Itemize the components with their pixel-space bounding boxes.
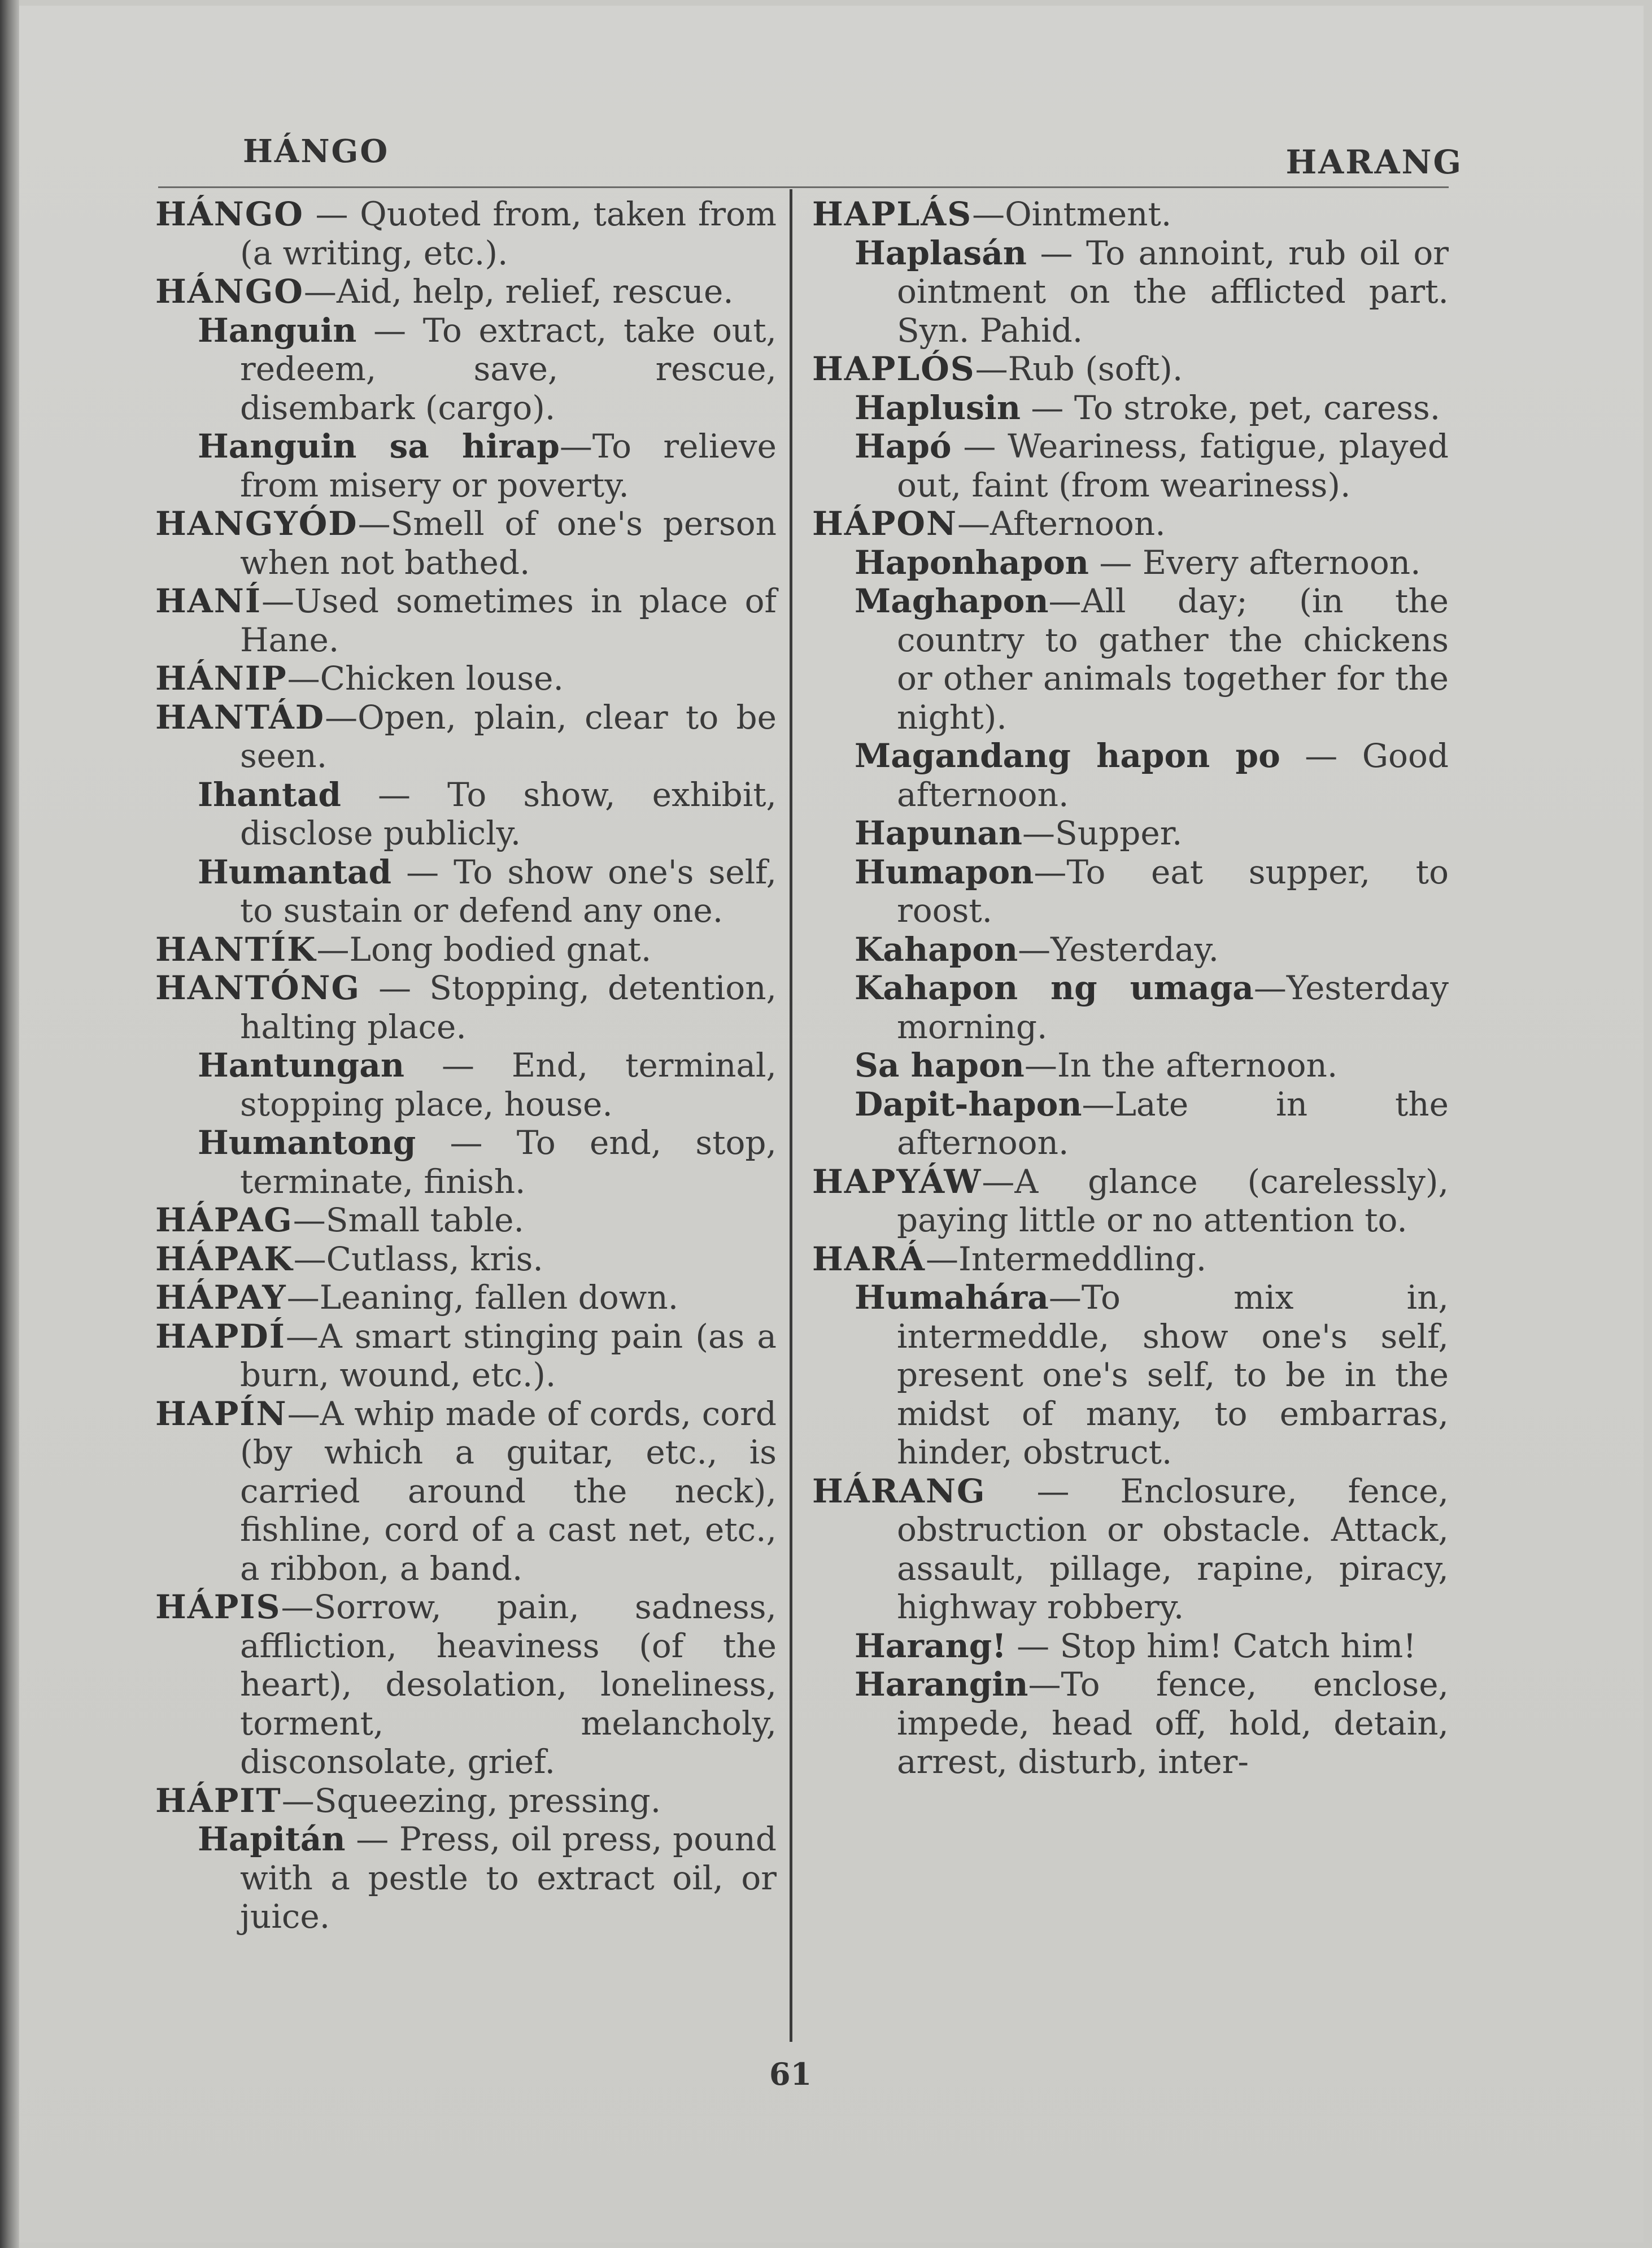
running-header: [158, 127, 1463, 181]
definition: —Ointment.: [972, 195, 1172, 233]
definition: — Weariness, fatigue, played out, faint (from weariness).: [897, 427, 1449, 504]
definition: —To relieve from misery or poverty.: [240, 427, 777, 504]
dictionary-entry: [155, 930, 777, 969]
headword: Ihantad: [198, 775, 341, 814]
dictionary-subentry: [812, 427, 1449, 504]
right-column: [812, 195, 1449, 1781]
header-left-guideword: HÁNGO: [243, 133, 390, 170]
headword: HÁPAY: [155, 1278, 287, 1317]
dictionary-subentry: [812, 1627, 1449, 1666]
dictionary-entry: [812, 1472, 1449, 1627]
definition: —Open, plain, clear to be seen.: [240, 698, 777, 775]
headword: HANTÁD: [155, 698, 325, 737]
definition: — Stop him! Catch him!: [1006, 1626, 1416, 1665]
definition: —To eat supper, to roost.: [897, 852, 1449, 930]
dictionary-entry: [155, 504, 777, 582]
headword: HAPLÓS: [812, 350, 975, 388]
headword: Sa hapon: [855, 1046, 1025, 1084]
dictionary-subentry: [812, 969, 1449, 1046]
dictionary-subentry: [812, 737, 1449, 814]
headword: Haplasán: [855, 233, 1027, 272]
headword: Hapó: [855, 427, 952, 465]
definition: —Smell of one's person when not bathed.: [240, 504, 777, 582]
dictionary-subentry: [812, 543, 1449, 582]
headword: Hapunan: [855, 814, 1023, 852]
definition: —Supper.: [1022, 814, 1183, 852]
definition: —Rub (soft).: [975, 350, 1183, 388]
headword: HAPDÍ: [155, 1317, 286, 1356]
headword: HÁPAG: [155, 1201, 293, 1239]
dictionary-entry: [155, 1240, 777, 1279]
page-number: 61: [769, 2056, 812, 2092]
definition: —Yesterday.: [1018, 930, 1219, 969]
definition: — To end, stop, terminate, finish.: [240, 1123, 777, 1201]
definition: — To stroke, pet, caress.: [1021, 388, 1441, 427]
headword: Harangin: [855, 1665, 1028, 1704]
dictionary-entry: [155, 698, 777, 776]
left-column: [155, 195, 777, 1936]
dictionary-entry: [155, 195, 777, 272]
dictionary-entry: [155, 659, 777, 698]
dictionary-subentry: [812, 234, 1449, 350]
definition: — To show, exhibit, disclose publicly.: [240, 775, 777, 852]
headword: HANGYÓD: [155, 504, 358, 543]
dictionary-subentry: [812, 389, 1449, 428]
dictionary-entry: [812, 504, 1449, 543]
dictionary-entry: [155, 969, 777, 1046]
headword: HANÍ: [155, 582, 261, 620]
dictionary-subentry: [812, 930, 1449, 969]
headword: Hantungan: [198, 1046, 404, 1084]
dictionary-subentry: [155, 776, 777, 853]
definition: — Stopping, detention, halting place.: [240, 969, 777, 1046]
dictionary-subentry: [812, 853, 1449, 930]
definition: —Aid, help, relief, rescue.: [303, 272, 734, 311]
dictionary-entry: [155, 1781, 777, 1820]
definition: — Good afternoon.: [897, 737, 1449, 814]
definition: —Long bodied gnat.: [316, 930, 652, 969]
dictionary-entry: [155, 1201, 777, 1240]
headword: HAPÍN: [155, 1394, 287, 1433]
dictionary-subentry: [812, 1046, 1449, 1085]
definition: —Leaning, fallen down.: [286, 1278, 679, 1317]
headword: Hanguin sa hirap: [198, 427, 560, 465]
definition: —Afternoon.: [957, 504, 1166, 543]
headword: Hanguin: [198, 311, 357, 350]
headword: HÁNGO: [155, 195, 304, 233]
definition: —Squeezing, pressing.: [281, 1781, 661, 1820]
dictionary-entry: [155, 1395, 777, 1588]
dictionary-entry: [155, 1588, 777, 1781]
definition: — End, terminal, stopping place, house.: [240, 1046, 777, 1123]
dictionary-entry: [812, 350, 1449, 389]
definition: —Chicken louse.: [287, 659, 564, 698]
definition: — To extract, take out, redeem, save, rescue, disembark (cargo).: [240, 311, 777, 427]
definition: — Enclosure, fence, obstruction or obstacle. Attack, assault, pillage, rapine, piracy, highway robbery.: [897, 1471, 1449, 1626]
definition: —Yesterday morning.: [897, 969, 1449, 1046]
dictionary-subentry: [812, 1278, 1449, 1472]
dictionary-subentry: [812, 582, 1449, 737]
dictionary-entry: [155, 1317, 777, 1395]
definition: —A whip made of cords, cord (by which a guitar, etc., is carried around the neck), fishline, cord of a cast net, etc., a ribbon, a band.: [240, 1394, 777, 1588]
headword: Magandang hapon po: [855, 737, 1280, 775]
dictionary-entry: [155, 1278, 777, 1317]
dictionary-entry: [155, 272, 777, 311]
definition: — Every afternoon.: [1088, 543, 1421, 582]
definition: —Sorrow, pain, sadness, affliction, heaviness (of the heart), desolation, loneliness, torment, melancholy, disconsolate, grief.: [240, 1588, 777, 1781]
definition: —Small table.: [293, 1201, 524, 1239]
headword: HÁPIS: [155, 1588, 281, 1626]
headword: Harang!: [855, 1626, 1006, 1665]
headword: HÁPAK: [155, 1239, 294, 1278]
dictionary-subentry: [155, 427, 777, 504]
dictionary-subentry: [155, 1046, 777, 1123]
headword: Dapit-hapon: [855, 1084, 1082, 1123]
definition: — To show one's self, to sustain or defend any one.: [240, 852, 777, 930]
definition: —To fence, enclose, impede, head off, hold, detain, arrest, disturb, inter-: [897, 1665, 1449, 1781]
dictionary-entry: [812, 195, 1449, 234]
headword: HAPYÁW: [812, 1162, 982, 1201]
dictionary-subentry: [155, 311, 777, 428]
definition: —Late in the afternoon.: [897, 1084, 1449, 1162]
headword: Humapon: [855, 852, 1034, 891]
definition: — Quoted from, taken from (a writing, etc.).: [240, 195, 777, 272]
definition: —In the afternoon.: [1024, 1046, 1338, 1084]
header-rule: [158, 186, 1449, 188]
dictionary-subentry: [155, 1123, 777, 1201]
dictionary-subentry: [812, 1665, 1449, 1781]
dictionary-entry: [812, 1162, 1449, 1240]
headword: Humantong: [198, 1123, 416, 1162]
book-spine-shadow: [0, 0, 19, 2248]
definition: —All day; (in the country to gather the chickens or other animals together for the night).: [897, 582, 1449, 737]
definition: —A glance (carelessly), paying little or no attention to.: [897, 1162, 1449, 1239]
header-right-guideword: HARANG: [1285, 143, 1463, 181]
headword: Kahapon ng umaga: [855, 969, 1254, 1007]
headword: HÁPIT: [155, 1781, 282, 1820]
definition: —To mix in, intermeddle, show one's self, present one's self, to be in the midst of many, to embarras, hinder, obstruct.: [897, 1278, 1449, 1471]
headword: Maghapon: [855, 582, 1049, 620]
dictionary-subentry: [812, 814, 1449, 853]
headword: HANTÍK: [155, 930, 317, 969]
headword: Haplusin: [855, 388, 1021, 427]
headword: HAPLÁS: [812, 195, 973, 233]
definition: — To annoint, rub oil or ointment on the afflicted part. Syn. Pahid.: [897, 233, 1449, 350]
headword: HÁNGO: [155, 272, 304, 311]
headword: Haponhapon: [855, 543, 1089, 582]
headword: HARÁ: [812, 1239, 926, 1278]
headword: Humahára: [855, 1278, 1049, 1317]
definition: —Intermeddling.: [926, 1239, 1207, 1278]
headword: Kahapon: [855, 930, 1018, 969]
dictionary-entry: [155, 582, 777, 659]
dictionary-subentry: [155, 1820, 777, 1936]
headword: HANTÓNG: [155, 969, 361, 1007]
headword: Humantad: [198, 852, 392, 891]
dictionary-subentry: [812, 1085, 1449, 1162]
dictionary-entry: [812, 1240, 1449, 1279]
headword: HÁPON: [812, 504, 957, 543]
headword: HÁRANG: [812, 1471, 986, 1510]
headword: HÁNIP: [155, 659, 287, 698]
column-divider: [790, 189, 792, 2042]
definition: —A smart stinging pain (as a burn, wound, etc.).: [240, 1317, 777, 1394]
definition: — Press, oil press, pound with a pestle to extract oil, or juice.: [240, 1820, 777, 1936]
headword: Hapitán: [198, 1820, 346, 1858]
definition: —Used sometimes in place of Hane.: [240, 582, 777, 659]
dictionary-subentry: [155, 853, 777, 930]
definition: —Cutlass, kris.: [293, 1239, 543, 1278]
